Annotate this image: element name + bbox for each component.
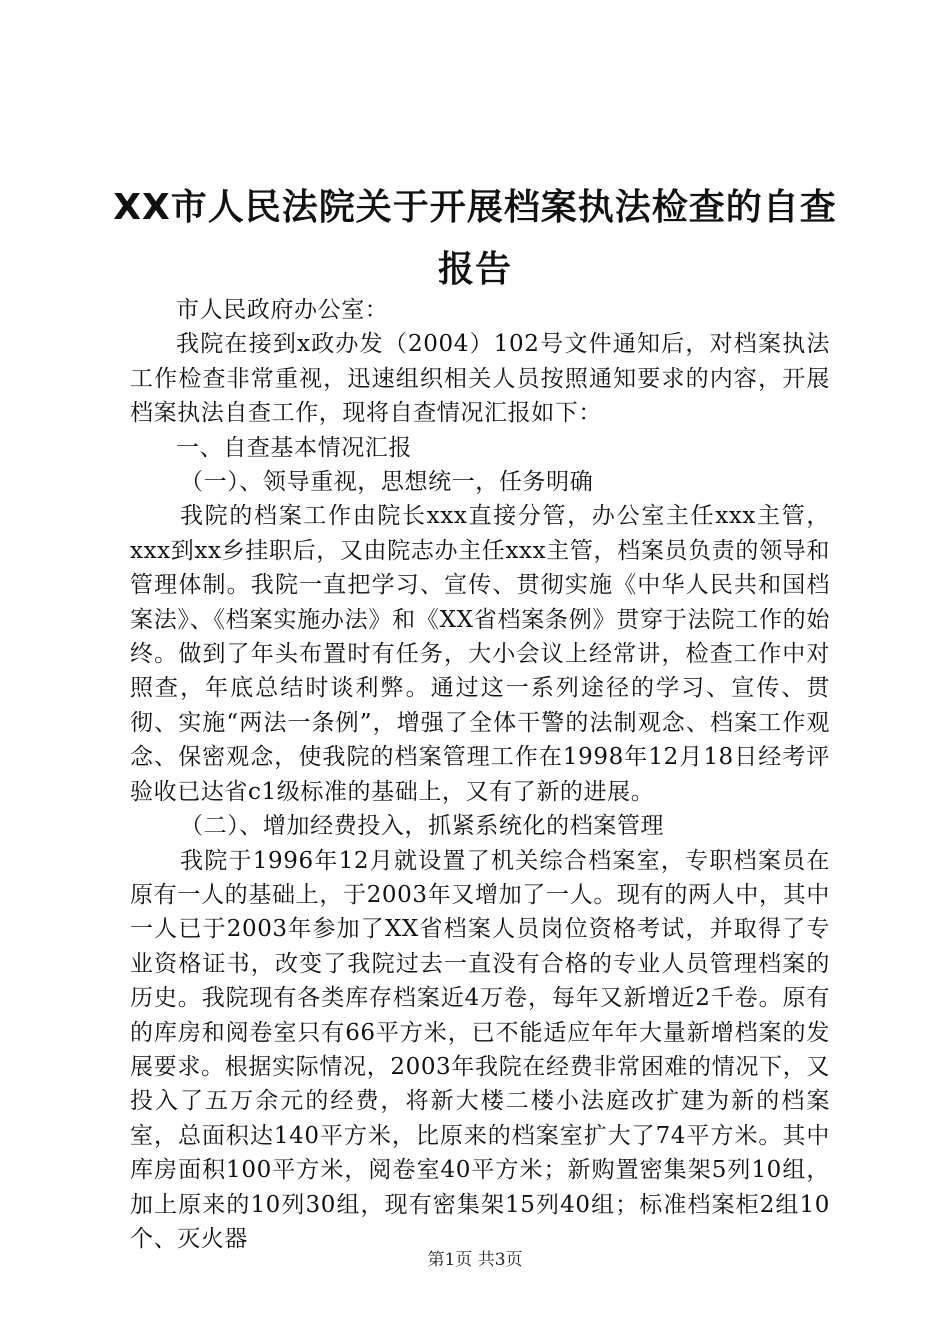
intro-paragraph: 我院在接到x政办发（2004）102号文件通知后，对档案执法工作检查非常重视，迅速组织相关人员按照通知要求的内容，开展档案执法自查工作，现将自查情况汇报如下： (130, 331, 830, 427)
body-paragraph-2: 我院于1996年12月就设置了机关综合档案室，专职档案员在原有一人的基础上，于2003年又增加了一人。现有的两人中，其中一人已于2003年参加了XX省档案人员岗位资格考试，并取得了专业资格证书，改变了我院过去一直没有合格的专业人员管理档案的历史。我院现有各类库存档案近4万卷，每年又新增近2千卷。原有的库房和阅卷室只有66平方米，已不能适应年年大量新增档案的发展要求。根据实际情况，2003年我院在经费非常困难的情况下，又投入了五万余元的经费，将新大楼二楼小法庭改扩建为新的档案室，总面积达140平方米，比原来的档案室扩大了74平方米。其中库房面积100平方米，阅卷室40平方米；新购置密集架5列10组，加上原来的10列30组，现有密集架15列40组；标准档案柜2组10个、灭火器 (130, 847, 830, 1252)
document-title-line-2: 报告 (437, 249, 512, 290)
subsection-heading-2: （二）、增加经费投入，抓紧系统化的档案管理 (180, 813, 665, 840)
document-title-line-1: XX市人民法院关于开展档案执法检查的自查 (113, 187, 837, 228)
page-number-footer: 第1页 共3页 (427, 1250, 523, 1270)
document-body (130, 293, 830, 1256)
body-paragraph-1: 我院的档案工作由院长xxx直接分管，办公室主任xxx主管，xxx到xx乡挂职后，又由院志办主任xxx主管，档案员负责的领导和管理体制。我院一直把学习、宣传、贯彻实施《中华人民共和国档案法》、《档案实施办法》和《XX省档案条例》贯穿于法院工作的始终。做到了年头布置时有任务，大小会议上经常讲，检查工作中对照查，年底总结时谈利弊。通过这一系列途径的学习、宣传、贯彻、实施“两法一条例”，增强了全体干警的法制观念、档案工作观念、保密观念，使我院的档案管理工作在1998年12月18日经考评验收已达省c1级标准的基础上，又有了新的进展。 (130, 503, 830, 805)
subsection-heading-1: （一）、领导重视，思想统一，任务明确 (180, 469, 594, 496)
section-heading-1: 一、自查基本情况汇报 (176, 434, 412, 461)
salutation: 市人民政府办公室： (176, 297, 389, 323)
